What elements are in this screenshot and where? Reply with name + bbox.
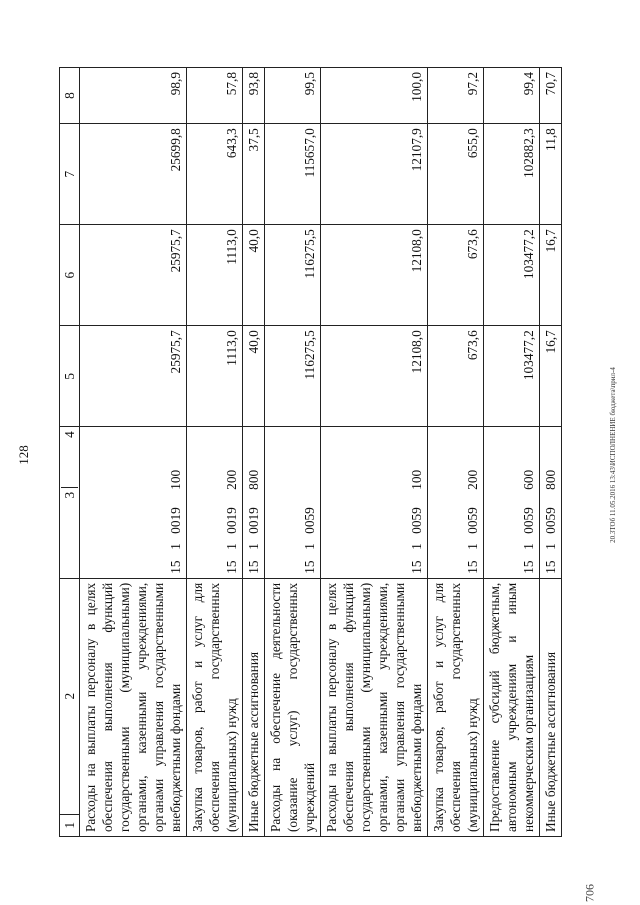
code-c3: 0059: [409, 507, 425, 534]
code-c4: 800: [543, 469, 559, 490]
row-description: Расходы на выплаты персоналу в целях обеспечения выполнения функций государственными (муниципальными) органами, казенными учреждениями, органами управления государственными внебюджетными фондами: [321, 578, 428, 836]
page-number: 128: [16, 445, 31, 465]
row-codes: [80, 427, 187, 579]
value-col-5: 12108,0: [321, 326, 428, 427]
code-c1: 15: [302, 560, 318, 574]
row-codes: [321, 427, 428, 579]
value-col-5: 16,7: [540, 326, 562, 427]
value-col-8: 99,4: [484, 68, 540, 124]
code-c4: 200: [224, 469, 240, 490]
code-c3: 0059: [302, 507, 318, 534]
rotated-table-area: [59, 67, 581, 837]
value-col-6: 25975,7: [80, 225, 187, 326]
row-codes: [540, 427, 562, 579]
code-c3: 0059: [543, 507, 559, 534]
code-c2: 1: [409, 543, 425, 550]
code-c2: 1: [543, 543, 559, 550]
code-c4: 600: [521, 469, 537, 490]
row-codes: [187, 427, 243, 579]
value-col-5: 103477,2: [484, 326, 540, 427]
table-row: [187, 68, 243, 837]
value-col-6: 40,0: [243, 225, 265, 326]
code-c1: 15: [224, 560, 240, 574]
code-c3: 0019: [168, 507, 184, 534]
row-description: Закупка товаров, работ и услуг для обеспечения государственных (муниципальных) нужд: [428, 578, 484, 836]
value-col-6: 12108,0: [321, 225, 428, 326]
value-col-7: 655,0: [428, 124, 484, 225]
code-c3: 0019: [224, 507, 240, 534]
table-row: [243, 68, 265, 837]
code-c2: 1: [302, 543, 318, 550]
col-header-1: 1: [60, 814, 80, 836]
value-col-7: 643,3: [187, 124, 243, 225]
value-col-8: 100,0: [321, 68, 428, 124]
value-col-8: 70,7: [540, 68, 562, 124]
value-col-5: 673,6: [428, 326, 484, 427]
value-col-6: 16,7: [540, 225, 562, 326]
value-col-5: 40,0: [243, 326, 265, 427]
value-col-6: 103477,2: [484, 225, 540, 326]
code-c4: 200: [465, 469, 481, 490]
value-col-7: 102882,3: [484, 124, 540, 225]
row-codes: [265, 427, 321, 579]
code-c1: 15: [246, 560, 262, 574]
code-c4: [301, 450, 320, 490]
corner-page-number: 706: [582, 884, 597, 902]
row-description: Расходы на выплаты персоналу в целях обеспечения выполнения функций государственными (муниципальными) органами, казенными учреждениями, органами управления государственными внебюджетными фондами: [80, 578, 187, 836]
code-c1: 15: [521, 560, 537, 574]
row-codes: [484, 427, 540, 579]
row-description: Предоставление субсидий бюджетным, автономным учреждениям и иным некоммерческим организациям: [484, 578, 540, 836]
col-header-3-4: [60, 427, 80, 579]
col-header-6: 6: [60, 225, 80, 326]
code-c2: 1: [224, 543, 240, 550]
code-c2: 1: [465, 543, 481, 550]
col-header-2: 2: [60, 578, 80, 814]
value-col-8: 98,9: [80, 68, 187, 124]
col-header-5: 5: [60, 326, 80, 427]
col-header-8: 8: [60, 68, 80, 124]
code-c4: 100: [409, 469, 425, 490]
row-description: Закупка товаров, работ и услуг для обеспечения государственных (муниципальных) нужд: [187, 578, 243, 836]
budget-table: [59, 67, 562, 837]
table-row: [428, 68, 484, 837]
row-description: Иные бюджетные ассигнования: [540, 578, 562, 836]
value-col-7: 11,8: [540, 124, 562, 225]
value-col-7: 37,5: [243, 124, 265, 225]
code-c4: 100: [168, 469, 184, 490]
code-c3: 0059: [465, 507, 481, 534]
value-col-5: 116275,5: [265, 326, 321, 427]
code-c2: 1: [246, 543, 262, 550]
table-row: [265, 68, 321, 837]
row-description: Иные бюджетные ассигнования: [243, 578, 265, 836]
code-c4: 800: [246, 469, 262, 490]
value-col-6: 673,6: [428, 225, 484, 326]
code-c1: 15: [409, 560, 425, 574]
row-description: Расходы на обеспечение деятельности (оказание услуг) государственных учреждений: [265, 578, 321, 836]
value-col-6: 1113,0: [187, 225, 243, 326]
value-col-8: 57,8: [187, 68, 243, 124]
col-header-4: 4: [62, 431, 77, 438]
document-footer: 20.3ТОб 11.05.2016 13:43\ИСПОЛНЕНИЕ бюджета\прил-4: [609, 367, 617, 543]
value-col-8: 99,5: [265, 68, 321, 124]
col-header-3: 3: [61, 487, 78, 574]
table-row: [540, 68, 562, 837]
code-c2: 1: [168, 543, 184, 550]
header-row: [60, 68, 80, 837]
value-col-8: 97,2: [428, 68, 484, 124]
value-col-5: 1113,0: [187, 326, 243, 427]
table-row: [484, 68, 540, 837]
value-col-6: 116275,5: [265, 225, 321, 326]
value-col-7: 115657,0: [265, 124, 321, 225]
code-c1: 15: [168, 560, 184, 574]
code-c1: 15: [465, 560, 481, 574]
value-col-7: 12107,9: [321, 124, 428, 225]
value-col-5: 25975,7: [80, 326, 187, 427]
code-c2: 1: [521, 543, 537, 550]
table-row: [321, 68, 428, 837]
code-c1: 15: [543, 560, 559, 574]
code-c3: 0019: [246, 507, 262, 534]
value-col-8: 93,8: [243, 68, 265, 124]
value-col-7: 25699,8: [80, 124, 187, 225]
row-codes: [428, 427, 484, 579]
code-c3: 0059: [521, 507, 537, 534]
row-codes: [243, 427, 265, 579]
col-header-7: 7: [60, 124, 80, 225]
table-row: [80, 68, 187, 837]
